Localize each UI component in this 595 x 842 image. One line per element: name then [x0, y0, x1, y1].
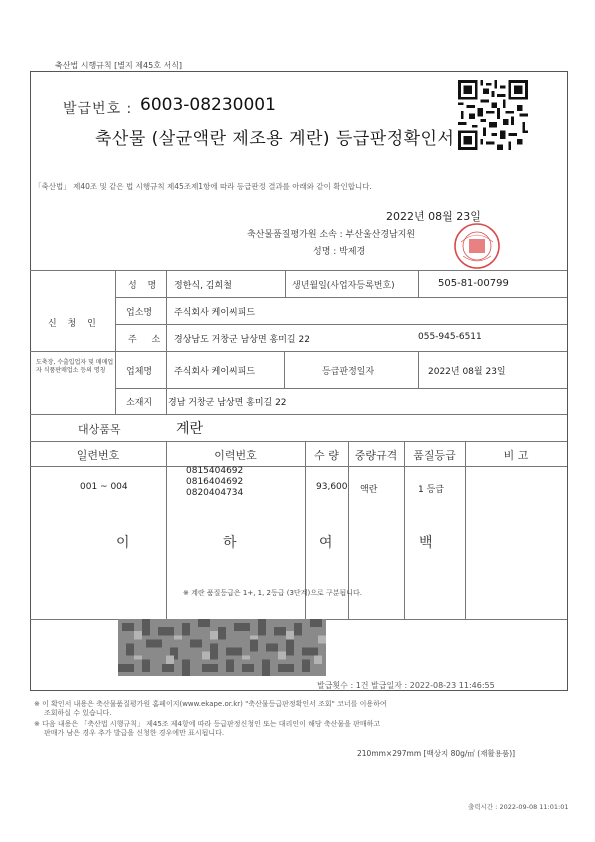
- quality-grade-value: 1 등급: [418, 485, 444, 495]
- location-value: 경남 거창군 남상면 홍미길 22: [168, 398, 287, 408]
- footer-note: ※ 이 확인서 내용은 축산물품질평가원 홈페이지(www.ekape.or.kr) "축산물등급판정확인서 조회" 코너를 이용하여: [34, 700, 387, 708]
- grade-footnote: ※ 계란 품질등급은 1+, 1, 2등급 (3단계)으로 구분됩니다.: [183, 589, 362, 597]
- blank-mark: 백: [419, 535, 433, 551]
- blank-mark: 하: [223, 535, 237, 551]
- address-label: 주 소: [128, 335, 167, 345]
- location-label: 소재지: [126, 398, 153, 408]
- footer-note: ※ 다음 내용은 「축산법 시행규칙」 제45조 제4항에 따라 등급판정신청인 또는 대리인이 해당 축산물을 판매하고: [34, 720, 381, 728]
- table-line: [30, 441, 567, 442]
- header-remark: 비 고: [503, 449, 529, 462]
- blank-mark: 이: [116, 535, 130, 551]
- official-stamp-icon: [453, 222, 501, 270]
- form-label: 축산법 시행규칙 [별지 제45호 서식]: [55, 61, 183, 70]
- name-value: 정한식, 김희철: [174, 281, 232, 291]
- quantity-value: 93,600: [316, 482, 348, 492]
- name-label: 성 명: [128, 281, 161, 291]
- grading-date-label: 등급판정일자: [322, 367, 375, 377]
- table-line: [404, 441, 405, 619]
- regno-label: 생년월일(사업자등록번호): [292, 281, 395, 291]
- table-line: [418, 270, 419, 297]
- trace-number: 0815404692: [186, 466, 244, 476]
- table-line: [30, 351, 567, 352]
- issuing-officer: 성명 : 박제경: [313, 247, 366, 257]
- grading-date-value: 2022년 08월 23일: [428, 367, 506, 377]
- table-line: [115, 324, 567, 325]
- header-quantity: 수 량: [314, 449, 339, 462]
- table-line: [30, 414, 567, 415]
- trace-number: 0820404734: [186, 488, 244, 498]
- paper-spec: 210mm×297mm [백상지 80g/㎡ (재활용품)]: [357, 749, 516, 758]
- header-serial: 일련번호: [76, 449, 120, 462]
- table-line: [115, 270, 116, 414]
- applicant-section-label: 신 청 인: [48, 319, 100, 329]
- trace-number: 0816404692: [186, 477, 244, 487]
- issuer-office: 축산물품질평가원 소속 : 부산울산경남지원: [247, 230, 416, 240]
- header-weight-spec: 중량규격: [354, 449, 398, 462]
- document-title: 축산물 (살균액란 제조용 계란) 등급판정확인서: [95, 129, 455, 149]
- certificate-frame: [30, 71, 568, 691]
- weight-spec-value: 액란: [360, 485, 378, 495]
- phone-value: 055-945-6511: [418, 332, 482, 342]
- table-line: [285, 270, 286, 297]
- issue-date: 2022년 08월 23일: [386, 210, 481, 223]
- qr-code-icon: [458, 80, 528, 150]
- legal-basis-text: 「축산법」 제40조 및 같은 법 시행규칙 제45조제1항에 따라 등급판정 결과를 아래와 같이 확인합니다.: [34, 182, 372, 191]
- target-label: 대상품목: [78, 423, 121, 436]
- serial-range: 001 ~ 004: [80, 482, 128, 492]
- establishment-value: 주식회사 케이씨피드: [174, 367, 256, 377]
- print-time: 출력시간 : 2022-09-08 11:01:01: [468, 803, 569, 811]
- table-line: [115, 297, 567, 298]
- header-quality-grade: 품질등급: [413, 449, 456, 462]
- table-line: [115, 388, 567, 389]
- table-line: [418, 351, 419, 388]
- issue-number-label: 발급번호 :: [63, 101, 133, 117]
- table-line: [166, 441, 167, 619]
- issue-number: 6003-08230001: [140, 95, 276, 115]
- security-pattern-icon: [118, 619, 326, 676]
- establishment-side-note: 도축장, 수출입업자 및 매매업자 식품판매업소 등의 명칭: [36, 359, 114, 374]
- target-value: 계란: [176, 421, 204, 437]
- table-line: [465, 441, 466, 619]
- company-label: 업소명: [126, 308, 153, 318]
- footer-note: 판매가 남은 경우 추가 발급을 신청한 경우에만 표시됩니다.: [44, 729, 225, 737]
- company-value: 주식회사 케이씨피드: [174, 308, 256, 318]
- regno-value: 505-81-00799: [438, 278, 509, 289]
- address-value: 경상남도 거창군 남상면 홍미길 22: [174, 335, 310, 345]
- table-line: [30, 466, 567, 467]
- establishment-label: 업체명: [126, 367, 153, 377]
- blank-mark: 여: [319, 535, 333, 551]
- table-line: [30, 270, 567, 271]
- header-trace-number: 이력번호: [214, 449, 257, 462]
- table-line: [284, 351, 285, 388]
- issue-meta: 발급횟수 : 1건 발급일자 : 2022-08-23 11:46:55: [317, 681, 495, 690]
- footer-note: 조회하실 수 있습니다.: [44, 709, 112, 717]
